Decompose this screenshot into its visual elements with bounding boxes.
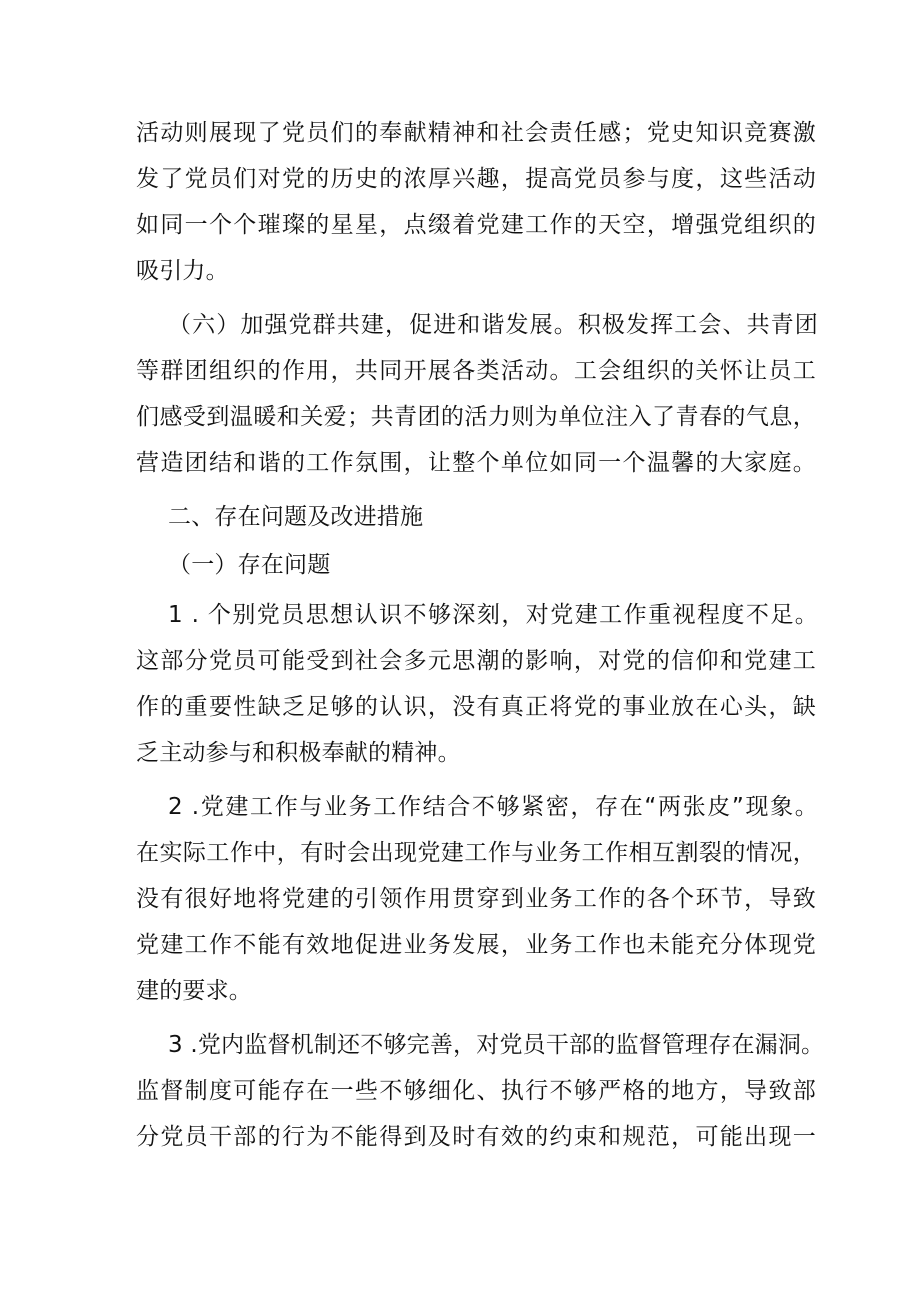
text-line: 乏主动参与和积极奉献的精神。: [136, 740, 461, 766]
text-line: 没有很好地将党建的引领作用贯穿到业务工作的各个环节，导致: [136, 886, 816, 912]
section-heading-six: （六）加强党群共建，促进和谐发展。积极发挥工会、共青团: [168, 312, 818, 338]
text-line: 分党员干部的行为不能得到及时有效的约束和规范，可能出现一: [136, 1124, 816, 1150]
item-heading-2: 2 .党建工作与业务工作结合不够紧密，存在“两张皮”现象。: [168, 794, 818, 820]
text-line: 等群团组织的作用，共同开展各类活动。工会组织的关怀让员工: [136, 358, 816, 384]
text-line: 吸引力。: [136, 258, 229, 284]
text-line: 营造团结和谐的工作氛围，让整个单位如同一个温馨的大家庭。: [136, 450, 816, 476]
text-line: 如同一个个璀璨的星星，点缀着党建工作的天空，增强党组织的: [136, 212, 816, 238]
section-heading-two: 二、存在问题及改进措施: [168, 504, 424, 530]
text-line: 在实际工作中，有时会出现党建工作与业务工作相互割裂的情况，: [136, 840, 816, 866]
text-line: 党建工作不能有效地促进业务发展，业务工作也未能充分体现党: [136, 932, 816, 958]
text-line: 活动则展现了党员们的奉献精神和社会责任感；党史知识竞赛激: [136, 120, 816, 146]
subsection-heading: （一）存在问题: [168, 552, 331, 578]
text-line: 作的重要性缺乏足够的认识，没有真正将党的事业放在心头，缺: [136, 694, 816, 720]
text-line: 们感受到温暖和关爱；共青团的活力则为单位注入了青春的气息，: [136, 404, 816, 430]
item-heading-1: 1 . 个别党员思想认识不够深刻，对党建工作重视程度不足。: [168, 602, 818, 628]
text-line: 建的要求。: [136, 978, 252, 1004]
text-line: 这部分党员可能受到社会多元思潮的影响，对党的信仰和党建工: [136, 648, 816, 674]
text-line: 发了党员们对党的历史的浓厚兴趣，提高党员参与度，这些活动: [136, 166, 816, 192]
item-heading-3: 3 .党内监督机制还不够完善，对党员干部的监督管理存在漏洞。: [168, 1032, 825, 1058]
text-line: 监督制度可能存在一些不够细化、执行不够严格的地方，导致部: [136, 1078, 816, 1104]
